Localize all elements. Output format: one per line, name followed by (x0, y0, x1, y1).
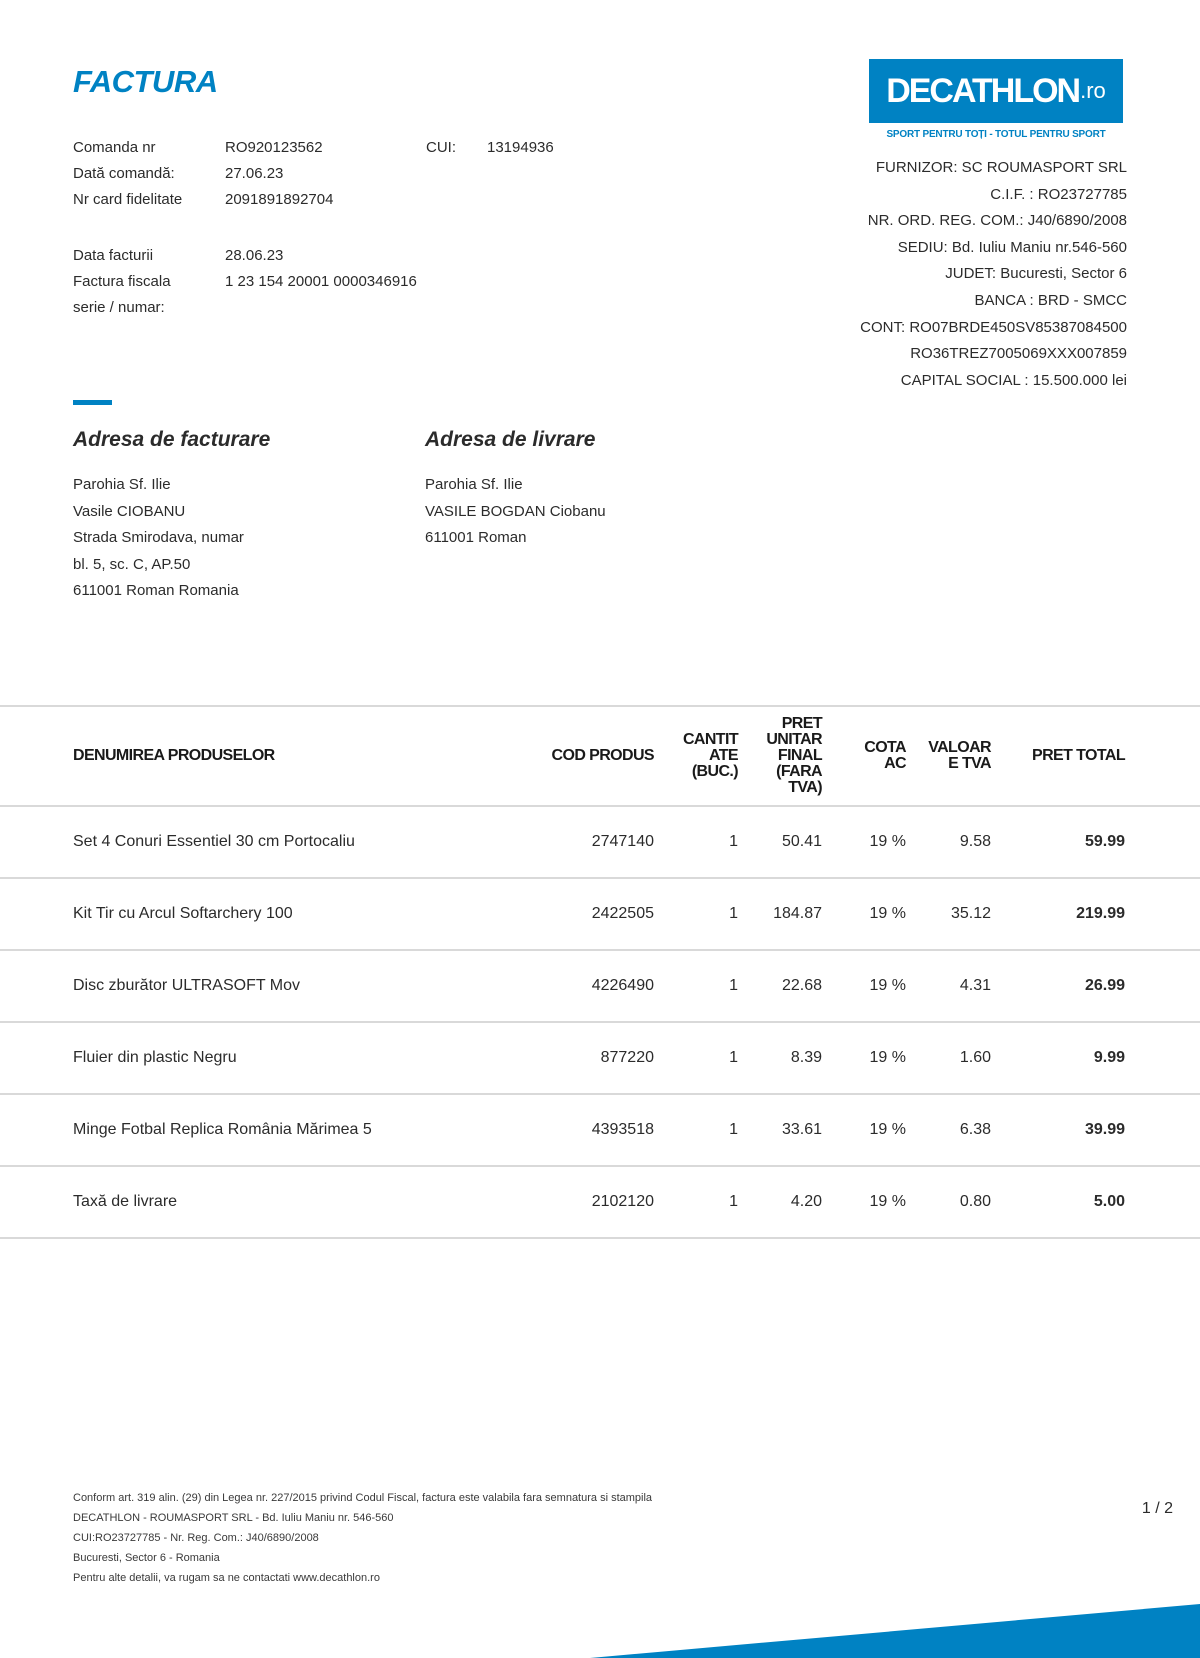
billing-address-title: Adresa de facturare (73, 428, 271, 451)
table-row (0, 878, 1200, 950)
delivery-address (425, 428, 765, 552)
invoice-info (0, 243, 600, 323)
logo-domain-suffix: .ro (1080, 78, 1106, 103)
product-name: Minge Fotbal Replica România Mărimea 5 (73, 1121, 372, 1138)
delivery-address-title: Adresa de livrare (425, 428, 596, 451)
product-total-price: 219.99 (1076, 905, 1125, 922)
invoice-title: FACTURA (73, 64, 218, 99)
product-unit-price: 8.39 (790, 1049, 822, 1066)
billing-address-line: bl. 5, sc. C, AP.50 (73, 555, 191, 573)
loyalty-card-row (0, 187, 600, 213)
product-vat-rate: 19 % (869, 1193, 906, 1210)
supplier-line: JUDET: Bucuresti, Sector 6 (945, 265, 1127, 283)
product-name: Fluier din plastic Negru (73, 1049, 237, 1066)
delivery-address-line: VASILE BOGDAN Ciobanu (425, 502, 606, 520)
footer-line: Conform art. 319 alin. (29) din Legea nr. 227/2015 privind Codul Fiscal, factura este valabila fara semnatura si stampila (73, 1492, 653, 1504)
supplier-line: BANCA : BRD - SMCC (974, 291, 1127, 309)
supplier-line: CAPITAL SOCIAL : 15.500.000 lei (900, 371, 1127, 389)
footer-line: CUI:RO23727785 - Nr. Reg. Com.: J40/6890/2008 (73, 1532, 319, 1544)
delivery-address-line: Parohia Sf. Ilie (425, 476, 523, 493)
product-quantity: 1 (729, 905, 738, 922)
table-row (0, 1094, 1200, 1166)
product-code: 2102120 (591, 1193, 654, 1210)
product-total-price: 9.99 (1093, 1049, 1125, 1066)
product-unit-price: 4.20 (790, 1193, 822, 1210)
supplier-line: C.I.F. : RO23727785 (990, 185, 1127, 203)
product-code: 4393518 (591, 1121, 654, 1138)
billing-address-line: Parohia Sf. Ilie (73, 476, 171, 493)
footer-legal-text (73, 1488, 652, 1588)
product-vat-rate: 19 % (869, 977, 906, 994)
order-date-row (0, 161, 600, 187)
billing-address-lines (73, 472, 393, 605)
header-vat-value: VALOAR E TVA (928, 739, 991, 772)
product-code: 877220 (600, 1049, 654, 1066)
fiscal-number-row-2 (0, 295, 600, 321)
product-vat-rate: 19 % (869, 905, 906, 922)
product-quantity: 1 (729, 833, 738, 850)
cui-value: 13194936 (487, 139, 554, 156)
product-vat-value: 35.12 (950, 905, 991, 922)
product-unit-price: 50.41 (781, 833, 822, 850)
footer-line: Bucuresti, Sector 6 - Romania (73, 1552, 220, 1564)
header-total-price: PRET TOTAL (1032, 747, 1125, 764)
order-date-value: 27.06.23 (225, 165, 284, 182)
billing-address-line: Strada Smirodava, numar (73, 529, 244, 547)
fiscal-number-row (0, 269, 600, 295)
billing-address-line: 611001 Roman Romania (73, 582, 239, 600)
product-name: Set 4 Conuri Essentiel 30 cm Portocaliu (73, 833, 355, 850)
product-unit-price: 33.61 (781, 1121, 822, 1138)
billing-address-line: Vasile CIOBANU (73, 502, 186, 520)
product-quantity: 1 (729, 1193, 738, 1210)
header-product-code: COD PRODUS (551, 747, 654, 764)
product-name: Kit Tir cu Arcul Softarchery 100 (73, 905, 293, 922)
table-row (0, 950, 1200, 1022)
fiscal-number-label-2: serie / numar: (73, 299, 165, 316)
order-number-label: Comanda nr (73, 139, 156, 156)
billing-address (73, 428, 393, 605)
supplier-info (707, 155, 1127, 394)
product-quantity: 1 (729, 977, 738, 994)
decathlon-logo (869, 59, 1123, 123)
invoice-date-value: 28.06.23 (225, 247, 284, 264)
product-total-price: 39.99 (1084, 1121, 1125, 1138)
accent-bar (73, 400, 112, 405)
product-vat-value: 1.60 (959, 1049, 991, 1066)
order-number-row (0, 135, 600, 161)
delivery-address-line: 611001 Roman (425, 529, 527, 547)
supplier-line: SEDIU: Bd. Iuliu Maniu nr.546-560 (897, 238, 1127, 256)
product-vat-rate: 19 % (869, 1121, 906, 1138)
product-vat-value: 0.80 (959, 1193, 991, 1210)
header-product-name: DENUMIREA PRODUSELOR (73, 747, 275, 764)
fiscal-number-label: Factura fiscala (73, 273, 171, 290)
product-total-price: 59.99 (1084, 833, 1125, 850)
product-vat-value: 6.38 (959, 1121, 991, 1138)
product-vat-rate: 19 % (869, 833, 906, 850)
order-number-value: RO920123562 (225, 139, 323, 156)
product-vat-value: 9.58 (959, 833, 991, 850)
loyalty-card-label: Nr card fidelitate (73, 191, 183, 208)
product-unit-price: 22.68 (781, 977, 822, 994)
table-row (0, 806, 1200, 878)
loyalty-card-value: 2091891892704 (225, 191, 334, 208)
product-code: 2747140 (591, 833, 654, 850)
decorative-swoosh (0, 1600, 1200, 1658)
delivery-address-lines (425, 472, 765, 552)
order-date-label: Dată comandă: (73, 165, 175, 182)
table-header-row (0, 706, 1200, 806)
invoice-date-row (0, 243, 600, 269)
products-table (0, 705, 1200, 1239)
product-unit-price: 184.87 (773, 905, 822, 922)
invoice-date-label: Data facturii (73, 247, 154, 264)
order-info (0, 135, 600, 208)
product-name: Taxă de livrare (73, 1193, 178, 1210)
header-vat-rate: COTA AC (864, 739, 906, 772)
logo-slogan: SPORT PENTRU TOȚI - TOTUL PENTRU SPORT (886, 129, 1106, 140)
header-unit-price: PRET UNITAR FINAL (FARA TVA) (766, 715, 822, 796)
header-quantity: CANTIT ATE (BUC.) (682, 731, 738, 780)
page-number: 1 / 2 (1141, 1500, 1173, 1517)
supplier-line: RO36TREZ7005069XXX007859 (910, 345, 1127, 363)
footer-line: Pentru alte detalii, va rugam sa ne contactati www.decathlon.ro (73, 1572, 380, 1584)
fiscal-number-value: 1 23 154 20001 0000346916 (225, 273, 417, 290)
supplier-line: NR. ORD. REG. COM.: J40/6890/2008 (867, 212, 1127, 230)
product-code: 4226490 (591, 977, 654, 994)
footer-line: DECATHLON - ROUMASPORT SRL - Bd. Iuliu Maniu nr. 546-560 (73, 1512, 394, 1524)
table-row (0, 1022, 1200, 1094)
logo-wordmark: DECATHLON (886, 71, 1080, 110)
cui-label: CUI: (426, 139, 456, 156)
product-vat-value: 4.31 (959, 977, 991, 994)
product-vat-rate: 19 % (869, 1049, 906, 1066)
product-quantity: 1 (729, 1049, 738, 1066)
supplier-line: FURNIZOR: SC ROUMASPORT SRL (875, 159, 1127, 176)
product-code: 2422505 (591, 905, 654, 922)
supplier-line: CONT: RO07BRDE450SV85387084500 (860, 318, 1127, 336)
table-row (0, 1166, 1200, 1238)
product-total-price: 5.00 (1093, 1193, 1125, 1210)
product-total-price: 26.99 (1084, 977, 1125, 994)
product-name: Disc zburător ULTRASOFT Mov (73, 977, 301, 994)
product-quantity: 1 (729, 1121, 738, 1138)
